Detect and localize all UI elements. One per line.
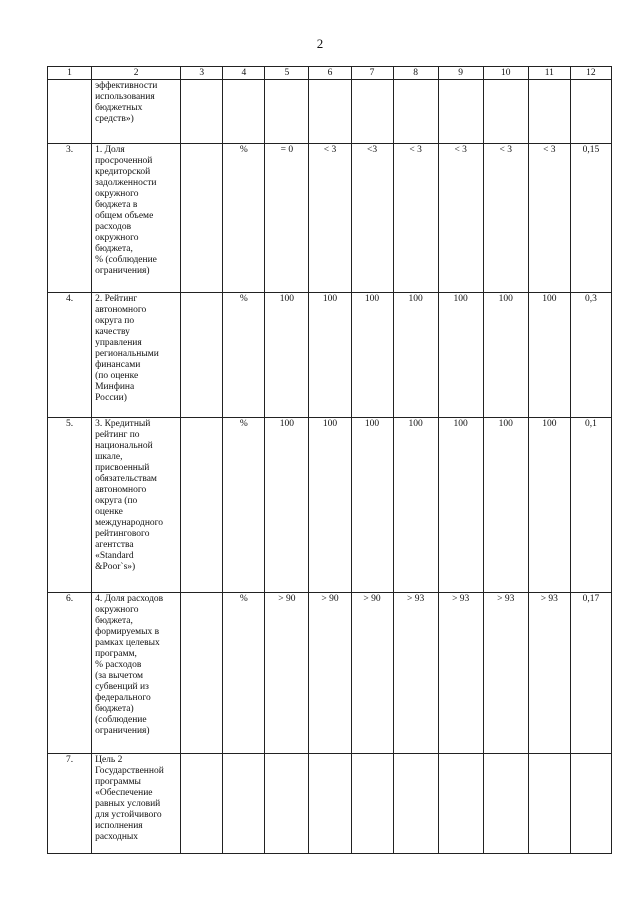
cell: <3 — [351, 144, 393, 293]
cell — [438, 754, 483, 854]
cell — [351, 80, 393, 144]
row-number — [48, 80, 92, 144]
header-row — [48, 67, 612, 80]
cell: > 90 — [309, 593, 351, 754]
table-row — [48, 593, 612, 754]
cell: < 3 — [528, 144, 570, 293]
cell: < 3 — [393, 144, 438, 293]
col-header: 1 — [48, 67, 92, 80]
cell: 100 — [438, 418, 483, 593]
col-header: 2 — [92, 67, 181, 80]
col-header: 8 — [393, 67, 438, 80]
table-row — [48, 418, 612, 593]
row-description: 3. Кредитный рейтинг по национальной шкале, присвоенный обязательствам автономного округа (по оценке международного рейтингового агентства «Standard &Poor`s») — [92, 418, 181, 593]
indicators-table — [47, 66, 612, 854]
table-row — [48, 293, 612, 418]
cell: % — [223, 593, 265, 754]
cell: 100 — [309, 418, 351, 593]
col-header: 12 — [570, 67, 611, 80]
col-header: 5 — [265, 67, 309, 80]
row-description: эффективности использования бюджетных средств») — [92, 80, 181, 144]
cell: 0,3 — [570, 293, 611, 418]
cell: < 3 — [309, 144, 351, 293]
row-number: 7. — [48, 754, 92, 854]
cell: > 93 — [528, 593, 570, 754]
cell: 100 — [483, 293, 528, 418]
cell: > 93 — [393, 593, 438, 754]
cell: > 90 — [265, 593, 309, 754]
cell: < 3 — [438, 144, 483, 293]
cell — [181, 754, 223, 854]
cell: 100 — [351, 418, 393, 593]
cell: 100 — [528, 418, 570, 593]
cell — [181, 593, 223, 754]
col-header: 9 — [438, 67, 483, 80]
table-row — [48, 80, 612, 144]
cell: 100 — [351, 293, 393, 418]
cell — [223, 754, 265, 854]
cell — [181, 80, 223, 144]
col-header: 11 — [528, 67, 570, 80]
cell: 0,15 — [570, 144, 611, 293]
cell: 100 — [309, 293, 351, 418]
cell — [528, 80, 570, 144]
cell — [438, 80, 483, 144]
cell: > 93 — [438, 593, 483, 754]
cell: 100 — [438, 293, 483, 418]
cell: 100 — [393, 293, 438, 418]
cell — [181, 293, 223, 418]
cell: 100 — [265, 418, 309, 593]
cell — [223, 80, 265, 144]
cell: 100 — [528, 293, 570, 418]
row-description: 2. Рейтинг автономного округа по качеству управления региональными финансами (по оценке Минфина России) — [92, 293, 181, 418]
cell: % — [223, 144, 265, 293]
cell: = 0 — [265, 144, 309, 293]
cell — [181, 144, 223, 293]
cell — [351, 754, 393, 854]
cell: % — [223, 418, 265, 593]
row-number: 5. — [48, 418, 92, 593]
cell — [181, 418, 223, 593]
page-number: 2 — [316, 36, 324, 51]
cell: 0,17 — [570, 593, 611, 754]
cell — [393, 754, 438, 854]
table-row — [48, 144, 612, 293]
cell — [570, 754, 611, 854]
row-description: 4. Доля расходов окружного бюджета, формируемых в рамках целевых программ, % расходов (за вычетом субвенций из федерального бюджета) (соблюдение ограничения) — [92, 593, 181, 754]
col-header: 4 — [223, 67, 265, 80]
row-number: 6. — [48, 593, 92, 754]
cell: < 3 — [483, 144, 528, 293]
cell — [309, 80, 351, 144]
cell: > 93 — [483, 593, 528, 754]
cell — [483, 80, 528, 144]
col-header: 7 — [351, 67, 393, 80]
row-description: 1. Доля просроченной кредиторской задолженности окружного бюджета в общем объеме расходов окружного бюджета, % (соблюдение ограничения) — [92, 144, 181, 293]
cell: > 90 — [351, 593, 393, 754]
table-row — [48, 754, 612, 854]
row-number: 3. — [48, 144, 92, 293]
col-header: 10 — [483, 67, 528, 80]
cell — [309, 754, 351, 854]
row-description: Цель 2 Государственной программы «Обеспечение равных условий для устойчивого исполнения расходных — [92, 754, 181, 854]
cell — [570, 80, 611, 144]
col-header: 3 — [181, 67, 223, 80]
cell — [528, 754, 570, 854]
col-header: 6 — [309, 67, 351, 80]
cell: % — [223, 293, 265, 418]
cell — [483, 754, 528, 854]
cell — [265, 754, 309, 854]
row-number: 4. — [48, 293, 92, 418]
cell — [265, 80, 309, 144]
cell: 100 — [393, 418, 438, 593]
cell: 0,1 — [570, 418, 611, 593]
cell: 100 — [483, 418, 528, 593]
cell — [393, 80, 438, 144]
cell: 100 — [265, 293, 309, 418]
